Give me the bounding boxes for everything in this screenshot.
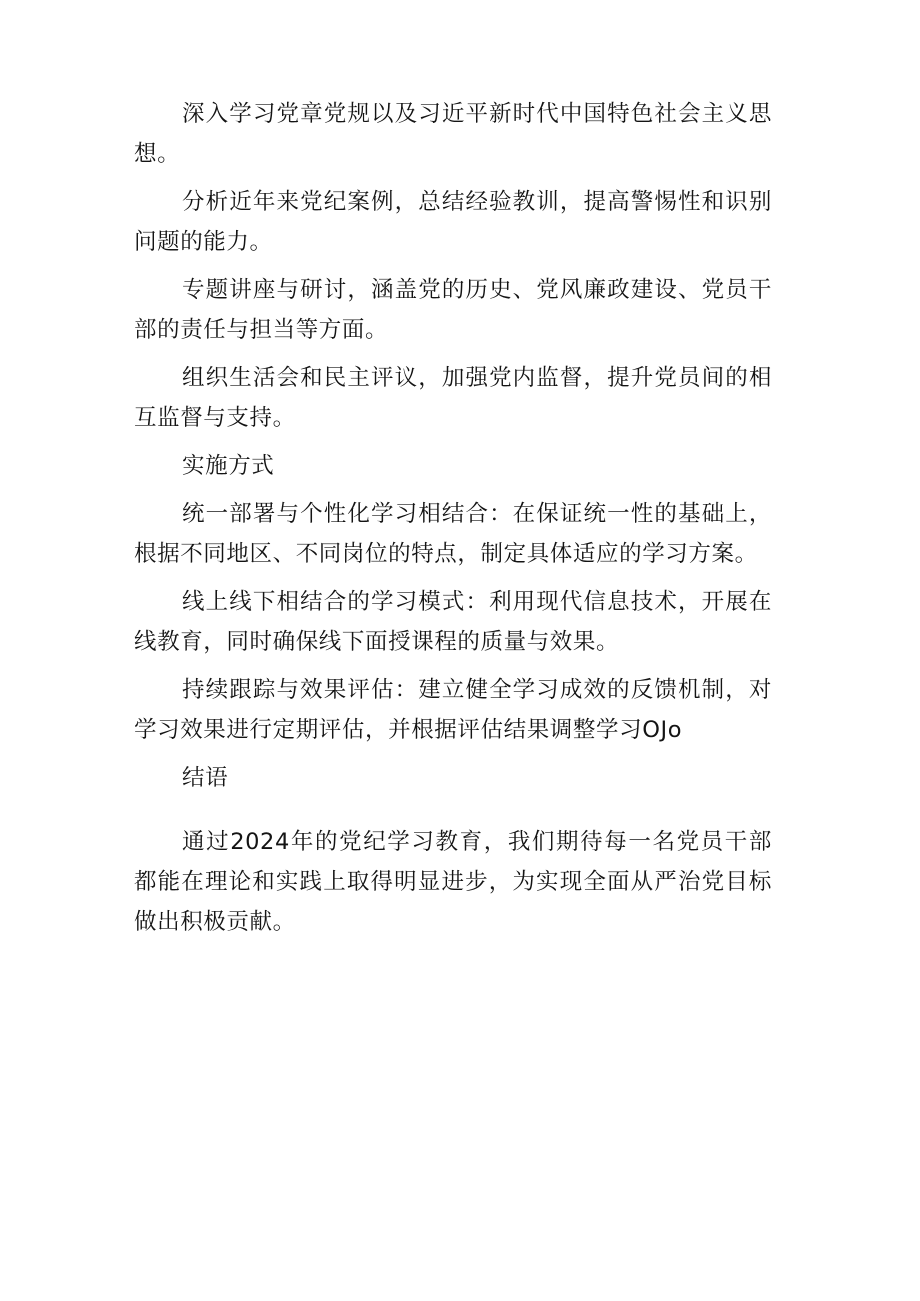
section-heading-implementation: 实施方式 [182,453,275,479]
paragraph-conclusion: 通过2024年的党纪学习教育，我们期待每一名党员干部都能在理论和实践上取得明显进步，为实现全面从严治党目标做出积极贡献。 [134,829,772,935]
paragraph-study-theory: 深入学习党章党规以及习近平新时代中国特色社会主义思想。 [134,101,772,167]
implementation-item-online-offline: 线上线下相结合的学习模式：利用现代信息技术，开展在线教育，同时确保线下面授课程的质量与效果。 [134,589,772,655]
implementation-item-evaluation: 持续跟踪与效果评估：建立健全学习成效的反馈机制，对学习效果进行定期评估，并根据评估结果调整学习OJo [134,677,772,743]
implementation-item-unified: 统一部署与个性化学习相结合：在保证统一性的基础上，根据不同地区、不同岗位的特点，制定具体适应的学习方案。 [134,501,772,567]
paragraph-case-analysis: 分析近年来党纪案例，总结经验教训，提高警惕性和识别问题的能力。 [134,189,772,255]
document-body [134,94,772,942]
section-heading-conclusion: 结语 [182,765,229,791]
paragraph-supervision: 组织生活会和民主评议，加强党内监督，提升党员间的相互监督与支持。 [134,365,772,431]
paragraph-lectures: 专题讲座与研讨，涵盖党的历史、党风廉政建设、党员干部的责任与担当等方面。 [134,277,772,343]
